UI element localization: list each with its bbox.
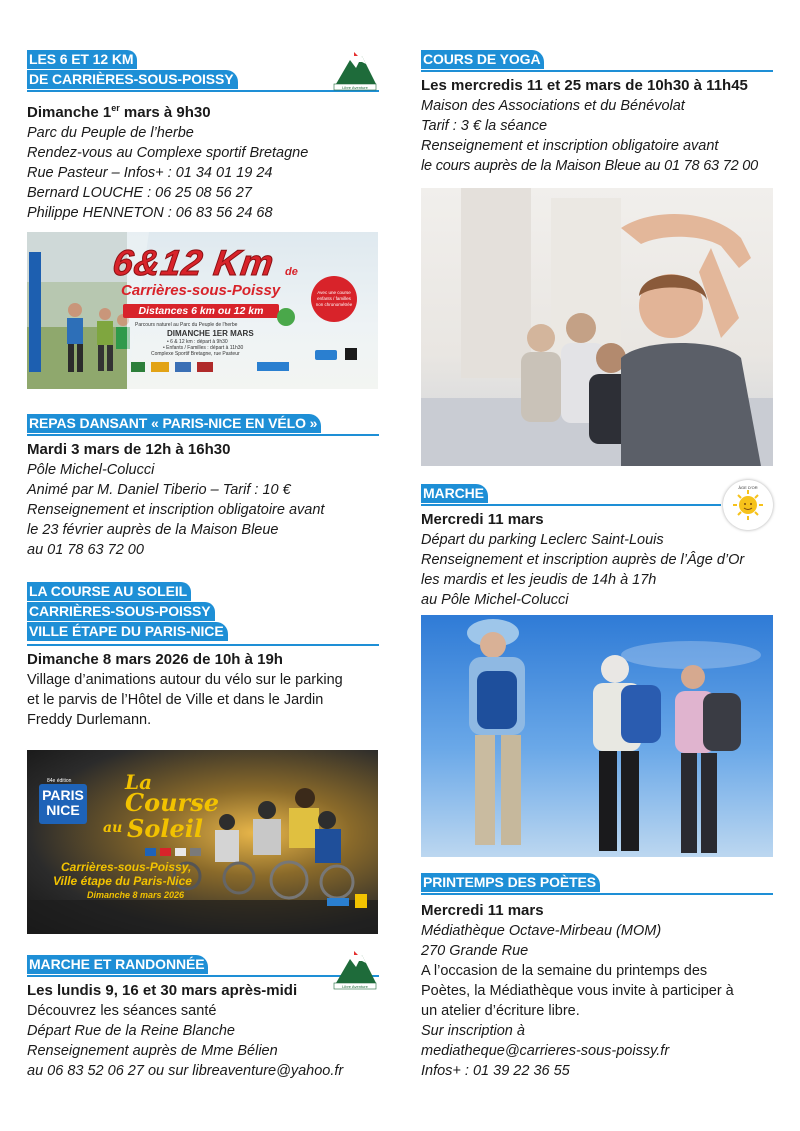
poster-info3: • Enfants / Familles : départ à 11h30 xyxy=(163,345,244,351)
run-line-5: Philippe HENNETON : 06 83 56 24 68 xyxy=(27,205,273,221)
run-line-2: Rendez-vous au Complexe sportif Bretagne xyxy=(27,145,309,161)
poster-distances: Distances 6 km ou 12 km xyxy=(123,304,279,318)
section-course xyxy=(27,582,379,730)
hike-line-2: Renseignement auprès de Mme Bélien xyxy=(27,1043,278,1059)
dance-line-3: Renseignement et inscription obligatoire avant xyxy=(27,502,325,518)
hike-title: MARCHE ET RANDONNÉE xyxy=(27,955,208,974)
section-walk xyxy=(421,484,773,610)
run-title-line2: DE CARRIÈRES-SOUS-POISSY xyxy=(27,70,238,89)
poets-title: PRINTEMPS DES POÈTES xyxy=(421,873,600,892)
course-poster-la: La xyxy=(125,770,153,794)
course-poster-tag3: Dimanche 8 mars 2026 xyxy=(87,890,185,900)
poets-line-1: Médiathèque Octave-Mirbeau (MOM) xyxy=(421,923,662,939)
course-title-line3: VILLE ÉTAPE DU PARIS-NICE xyxy=(27,622,228,641)
poets-line-5: un atelier d’écriture libre. xyxy=(421,1003,580,1019)
poets-phone: Infos+ : 01 39 22 36 55 xyxy=(421,1063,570,1079)
age-dor-logo-text: ÂGE D'OR xyxy=(738,485,758,490)
section-hike xyxy=(27,955,379,1081)
hike-line-0: Découvrez les séances santé xyxy=(27,1003,217,1019)
section-yoga xyxy=(421,50,773,176)
poster-date: DIMANCHE 1ER MARS xyxy=(167,329,254,338)
walk-header xyxy=(421,484,773,506)
course-poster xyxy=(27,750,378,934)
course-poster-au: au xyxy=(103,820,123,836)
yoga-line-3: Renseignement et inscription obligatoire avant xyxy=(421,138,719,154)
age-dor-logo xyxy=(723,480,773,530)
course-poster-soleil: Soleil xyxy=(127,814,203,843)
run-date: Dimanche 1er mars à 9h30 xyxy=(27,103,211,121)
run-line-4: Bernard LOUCHE : 06 25 08 56 27 xyxy=(27,185,252,201)
hike-date: Les lundis 9, 16 et 30 mars après-midi xyxy=(27,982,298,999)
poster-de: de xyxy=(285,266,298,278)
course-line-3: Freddy Durlemann. xyxy=(27,712,152,728)
run-header xyxy=(27,48,379,92)
poets-email[interactable]: mediatheque@carrieres-sous-poissy.fr xyxy=(421,1043,670,1059)
poster-badge: Avec une course enfants / familles non chronométrée xyxy=(311,276,357,322)
course-line-2: et le parvis de l’Hôtel de Ville et dans le Jardin xyxy=(27,692,324,708)
walk-line-4: au Pôle Michel-Colucci xyxy=(421,592,569,608)
run-poster xyxy=(27,232,378,389)
run-line-1: Parc du Peuple de l’herbe xyxy=(27,125,194,141)
poster-sponsor-logos xyxy=(131,362,251,372)
course-header xyxy=(27,582,379,646)
yoga-title: COURS DE YOGA xyxy=(421,50,544,69)
run-title-line1: LES 6 ET 12 KM xyxy=(27,50,137,69)
course-date: Dimanche 8 mars 2026 de 10h à 19h xyxy=(27,651,283,668)
poster-info1: Parcours naturel au Parc du Peuple de l'herbe xyxy=(135,322,238,328)
poets-line-6: Sur inscription à xyxy=(421,1023,525,1039)
dance-line-4: le 23 février auprès de la Maison Bleue xyxy=(27,522,279,538)
walk-line-2: Renseignement et inscription auprès de l’Âge d’Or xyxy=(421,552,745,568)
poster-big-title: 6&12 Km xyxy=(110,242,278,283)
dance-line-5: au 01 78 63 72 00 xyxy=(27,542,144,558)
poets-header xyxy=(421,873,773,895)
section-dance xyxy=(27,414,379,560)
libre-aventure-logo-text: Libre Aventure xyxy=(342,85,368,90)
hike-libre-aventure-logo xyxy=(332,945,378,991)
poster-info2: • 6 & 12 km : départ à 9h30 xyxy=(167,339,228,345)
yoga-date: Les mercredis 11 et 25 mars de 10h30 à 11h45 xyxy=(421,77,748,94)
course-poster-tag2: Ville étape du Paris-Nice xyxy=(53,874,192,888)
dance-line-1: Pôle Michel-Colucci xyxy=(27,462,155,478)
course-poster-partner-logos xyxy=(145,848,201,856)
walk-date: Mercredi 11 mars xyxy=(421,511,544,528)
hike-logo-text: Libre Aventure xyxy=(342,984,368,989)
course-poster-tag1: Carrières-sous-Poissy, xyxy=(61,860,192,874)
walk-photo xyxy=(421,615,773,857)
hike-header xyxy=(27,955,379,977)
yoga-header xyxy=(421,50,773,72)
section-run xyxy=(27,48,379,223)
poets-line-3: A l’occasion de la semaine du printemps des xyxy=(421,963,708,979)
course-title-line1: LA COURSE AU SOLEIL xyxy=(27,582,191,601)
poster-green-logo xyxy=(277,308,295,326)
walk-title: MARCHE xyxy=(421,484,488,503)
libre-aventure-logo xyxy=(332,46,378,92)
poster-town: Carrières-sous-Poissy xyxy=(121,282,281,299)
paris-nice-logo: PARIS NICE xyxy=(39,784,87,824)
dance-date: Mardi 3 mars de 12h à 16h30 xyxy=(27,441,231,458)
course-title-line2: CARRIÈRES-SOUS-POISSY xyxy=(27,602,215,621)
yoga-line-4: le cours auprès de la Maison Bleue au 01 78 63 72 00 xyxy=(421,158,759,174)
dance-title: REPAS DANSANT « PARIS-NICE EN VÉLO » xyxy=(27,414,321,433)
section-poets xyxy=(421,873,773,1081)
hike-line-3: au 06 83 52 06 27 ou sur libreaventure@yahoo.fr xyxy=(27,1063,344,1079)
yoga-photo xyxy=(421,188,773,466)
poets-line-2: 270 Grande Rue xyxy=(421,943,529,959)
course-poster-crest-icon xyxy=(355,894,367,908)
hike-line-1: Départ Rue de la Reine Blanche xyxy=(27,1023,235,1039)
poets-date: Mercredi 11 mars xyxy=(421,902,544,919)
dance-header xyxy=(27,414,379,436)
dance-line-2: Animé par M. Daniel Tiberio – Tarif : 10 € xyxy=(27,482,291,498)
yoga-line-1: Maison des Associations et du Bénévolat xyxy=(421,98,685,114)
poster-info4: Complexe Sportif Bretagne, rue Pasteur xyxy=(151,351,240,357)
walk-line-3: les mardis et les jeudis de 14h à 17h xyxy=(421,572,657,588)
course-poster-course: Course xyxy=(125,788,219,817)
walk-line-1: Départ du parking Leclerc Saint-Louis xyxy=(421,532,664,548)
course-line-1: Village d’animations autour du vélo sur le parking xyxy=(27,672,343,688)
poets-line-4: Poètes, la Médiathèque vous invite à participer à xyxy=(421,983,734,999)
yoga-line-2: Tarif : 3 € la séance xyxy=(421,118,548,134)
course-poster-edition: 84e édition xyxy=(47,778,72,784)
poster-crest-icon xyxy=(345,348,357,360)
run-line-3: Rue Pasteur – Infos+ : 01 34 01 19 24 xyxy=(27,165,273,181)
poster-blue-strip xyxy=(257,362,289,371)
course-poster-town-logo xyxy=(327,898,349,906)
poster-town-logo xyxy=(315,350,337,360)
